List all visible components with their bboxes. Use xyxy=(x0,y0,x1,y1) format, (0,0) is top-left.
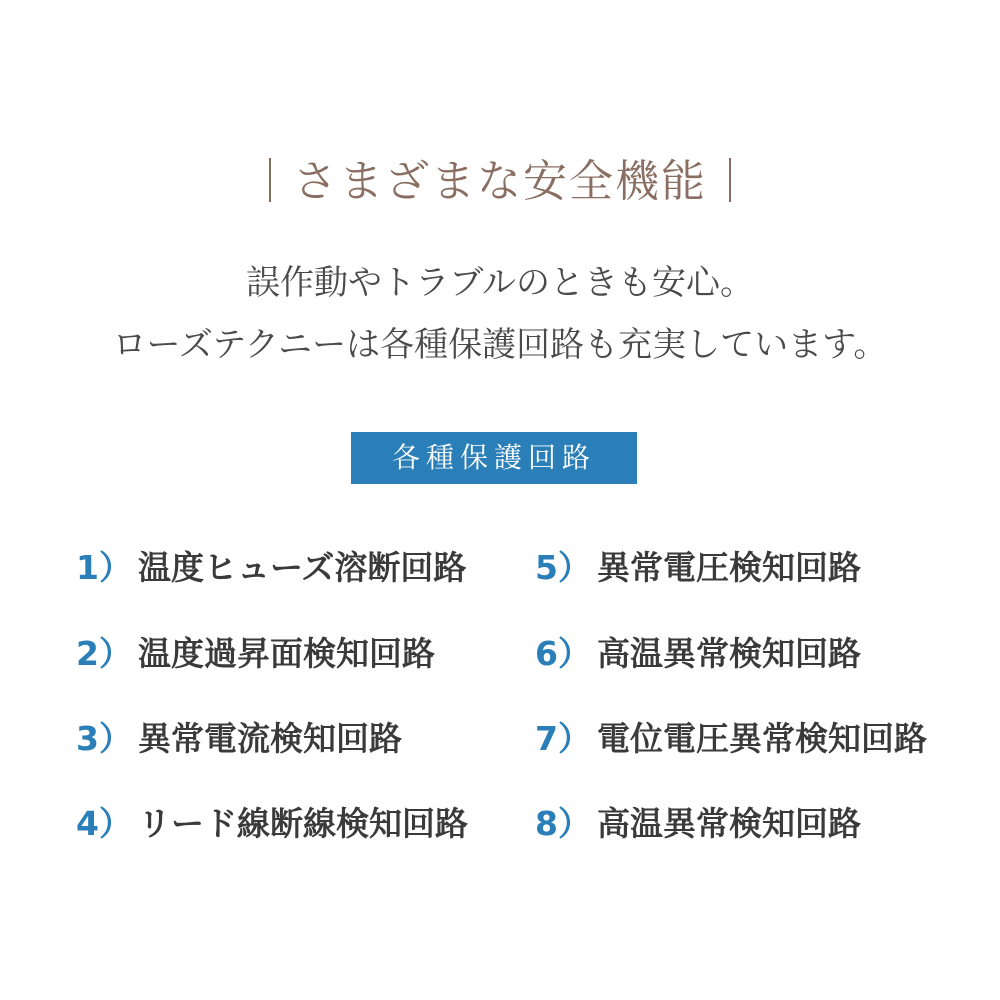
circuit-item xyxy=(535,630,861,678)
intro-line-1: 誤作動やトラブルのときも安心。 xyxy=(246,263,754,303)
circuit-item xyxy=(535,800,861,848)
circuit-item xyxy=(76,715,402,763)
intro-line-2: ローズテクニーは各種保護回路も充実しています。 xyxy=(112,325,888,365)
page-title-text: さまざまな安全機能 xyxy=(293,156,707,207)
circuit-label: 温度過昇面検知回路 xyxy=(137,634,435,673)
circuit-number: 4） xyxy=(76,804,132,843)
circuit-label: リード線断線検知回路 xyxy=(137,804,468,843)
circuit-item xyxy=(76,800,468,848)
circuit-number: 2） xyxy=(76,634,132,673)
circuit-label: 異常電流検知回路 xyxy=(137,719,402,758)
circuit-label: 温度ヒューズ溶断回路 xyxy=(137,548,467,587)
page-title xyxy=(0,150,1000,214)
title-left-divider xyxy=(269,158,271,202)
section-badge: 各種保護回路 xyxy=(351,432,637,484)
circuit-item xyxy=(76,630,435,678)
circuit-number: 5） xyxy=(535,548,591,587)
circuit-number: 8） xyxy=(535,804,591,843)
circuit-item xyxy=(535,715,927,763)
circuit-number: 3） xyxy=(76,719,132,758)
circuit-number: 6） xyxy=(535,634,591,673)
circuit-item xyxy=(76,544,466,592)
circuit-label: 電位電圧異常検知回路 xyxy=(596,719,927,758)
title-right-divider xyxy=(729,158,731,202)
circuit-label: 高温異常検知回路 xyxy=(596,804,861,843)
circuit-number: 7） xyxy=(535,719,591,758)
circuit-number: 1） xyxy=(76,548,132,587)
circuit-item xyxy=(535,544,861,592)
circuit-label: 異常電圧検知回路 xyxy=(596,548,861,587)
circuit-label: 高温異常検知回路 xyxy=(596,634,861,673)
